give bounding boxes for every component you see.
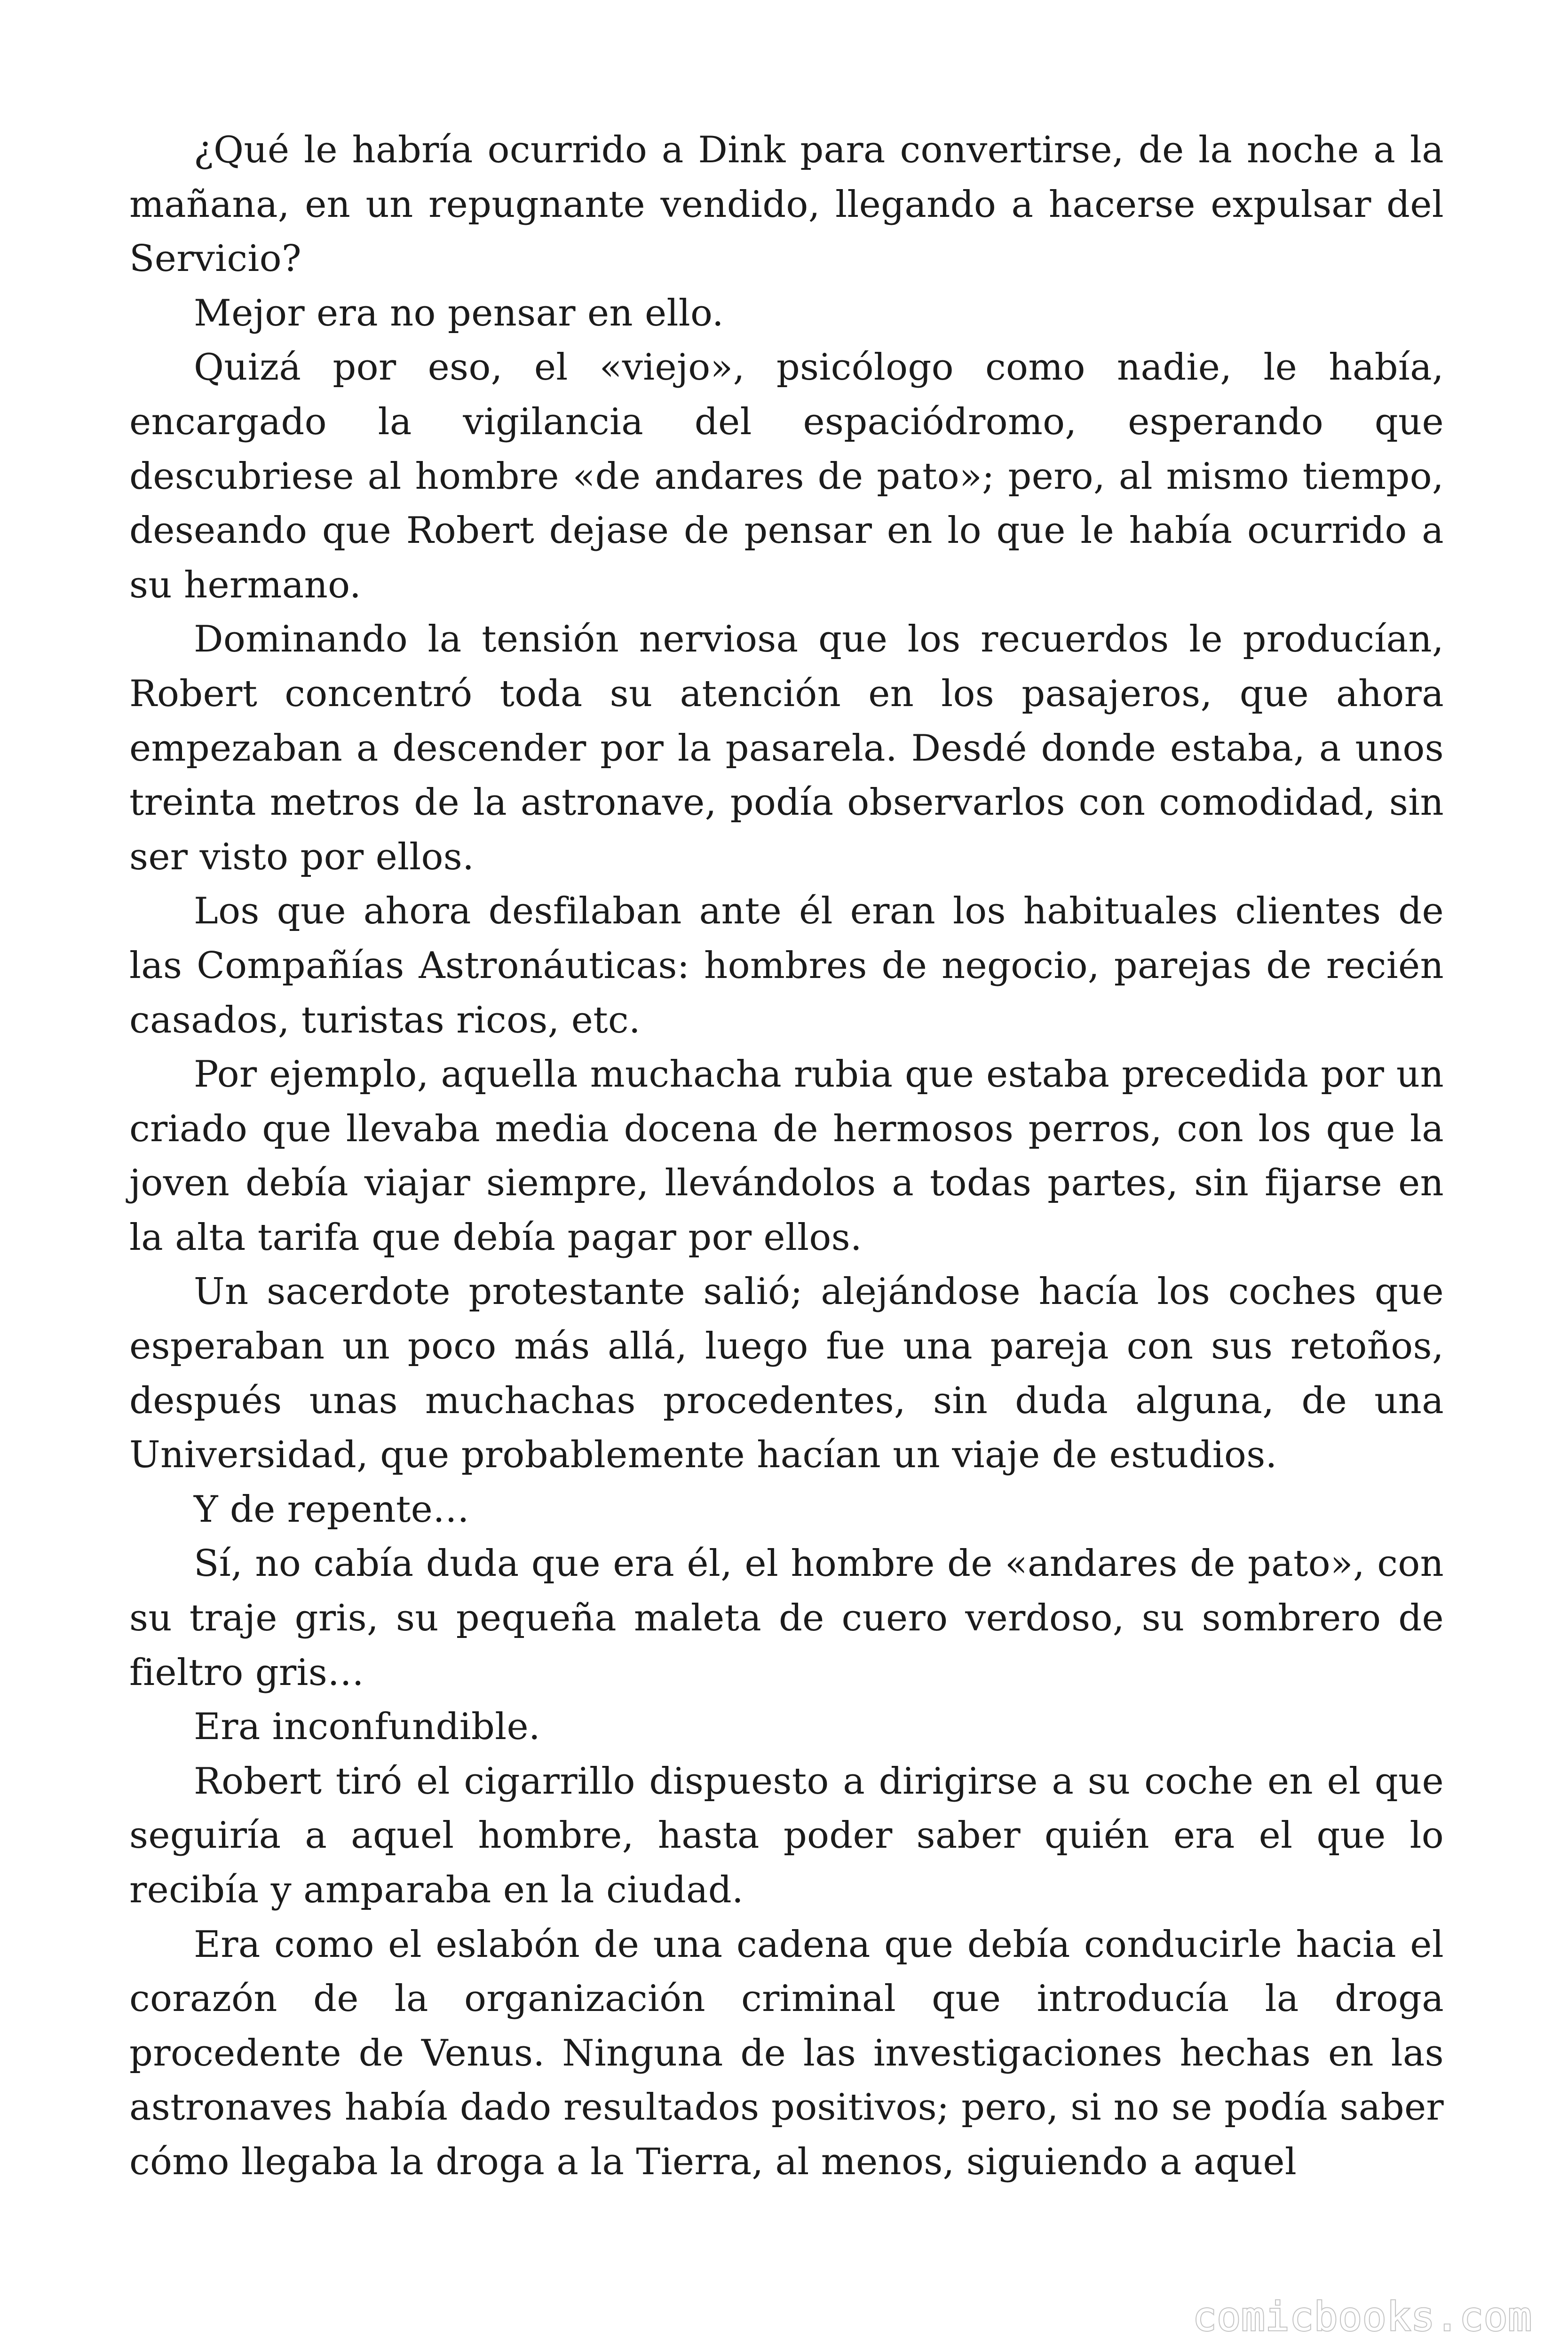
paragraph: Era como el eslabón de una cadena que debía conducirle hacia el corazón de la organización criminal que introducía la droga procedente de Venus. Ninguna de las investigaciones hechas en las astronaves había dado resultados positivos; pero, si no se podía saber cómo llegaba la droga a la Tierra, al menos, siguiendo a aquel (129, 1923, 1444, 2183)
paragraph: Y de repente… (194, 1488, 470, 1531)
paragraph: Era inconfundible. (194, 1706, 541, 1748)
paragraph: Un sacerdote protestante salió; alejándose hacía los coches que esperaban un poco más allá, luego fue una pareja con sus retoños, después unas muchachas procedentes, sin duda alguna, de una Universidad, que probablemente hacían un viaje de estudios. (129, 1271, 1444, 1477)
paragraph: Dominando la tensión nerviosa que los recuerdos le producían, Robert concentró toda su atención en los pasajeros, que ahora empezaban a descender por la pasarela. Desdé donde estaba, a unos treinta metros de la astronave, podía observarlos con comodidad, sin ser visto por ellos. (129, 618, 1444, 878)
page-text (129, 123, 1444, 2190)
paragraph: Mejor era no pensar en ello. (194, 292, 724, 334)
paragraph: Robert tiró el cigarrillo dispuesto a dirigirse a su coche en el que seguiría a aquel hombre, hasta poder saber quién era el que lo recibía y amparaba en la ciudad. (129, 1760, 1444, 1911)
paragraph: Los que ahora desfilaban ante él eran los habituales clientes de las Compañías Astronáuticas: hombres de negocio, parejas de recién casados, turistas ricos, etc. (129, 890, 1444, 1041)
paragraph: Sí, no cabía duda que era él, el hombre de «andares de pato», con su traje gris, su pequeña maleta de cuero verdoso, su sombrero de fieltro gris… (129, 1542, 1444, 1694)
paragraph: Quizá por eso, el «viejo», psicólogo como nadie, le había, encargado la vigilancia del espaciódromo, esperando que descubriese al hombre «de andares de pato»; pero, al mismo tiempo, deseando que Robert dejase de pensar en lo que le había ocurrido a su hermano. (129, 346, 1444, 606)
paragraph: Por ejemplo, aquella muchacha rubia que estaba precedida por un criado que llevaba media docena de hermosos perros, con los que la joven debía viajar siempre, llevándolos a todas partes, sin fijarse en la alta tarifa que debía pagar por ellos. (129, 1053, 1444, 1259)
watermark: comicbooks.com (1192, 2294, 1532, 2340)
paragraph: ¿Qué le habría ocurrido a Dink para convertirse, de la noche a la mañana, en un repugnante vendido, llegando a hacerse expulsar del Servicio? (129, 129, 1444, 280)
